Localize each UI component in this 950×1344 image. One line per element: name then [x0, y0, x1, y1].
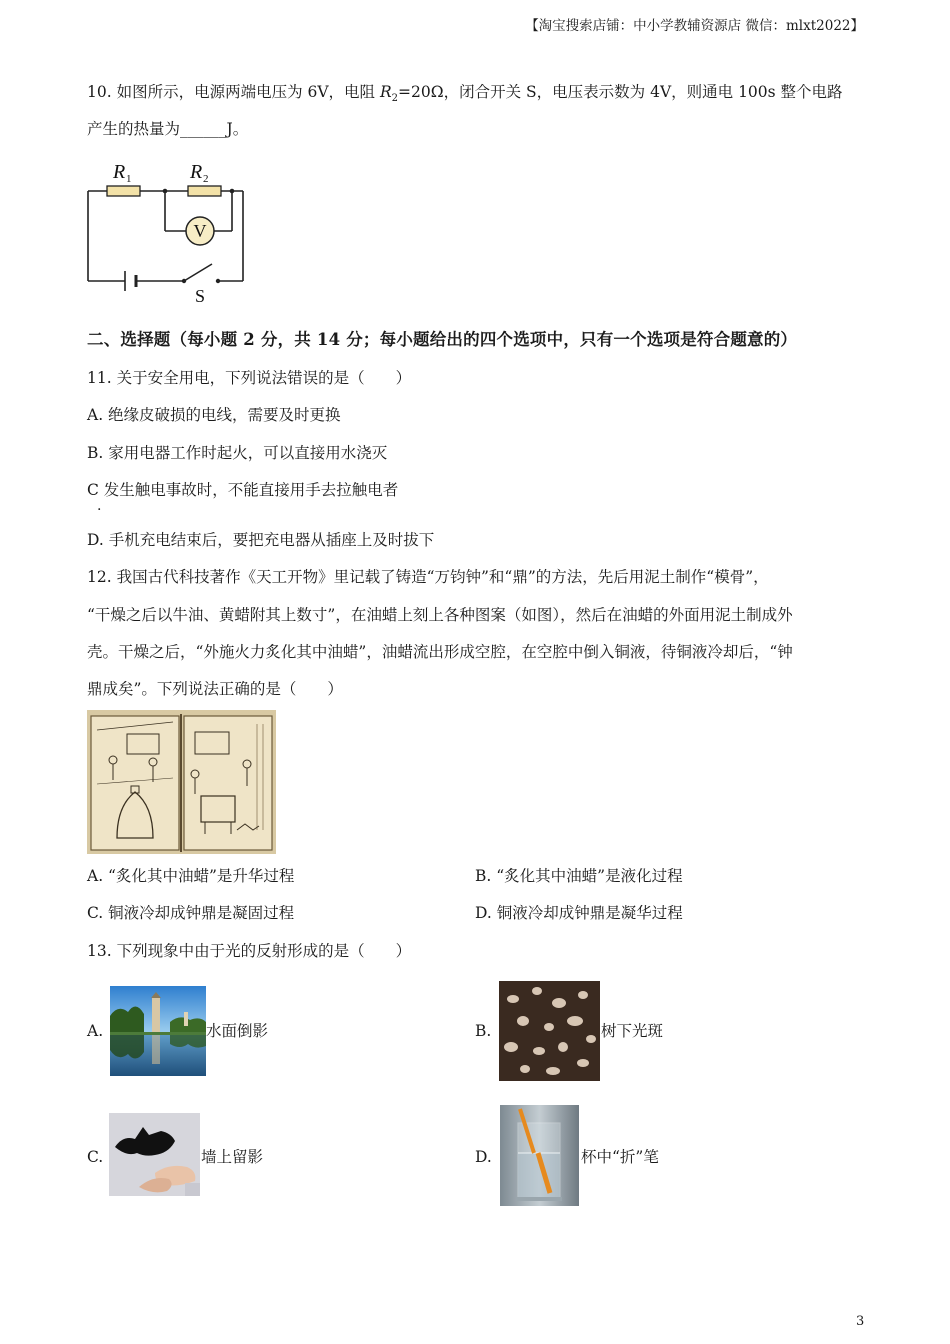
- switch-icon: [184, 264, 212, 281]
- tree-light-spots-photo: [499, 981, 600, 1081]
- q10-r2-symbol: R: [380, 83, 392, 101]
- q12-line1: 12. 我国古代科技著作《天工开物》里记载了铸造“万钧钟”和“鼎”的方法，先后用泥土制作“模骨”，: [87, 568, 769, 586]
- q12-option-c[interactable]: C. 铜液冷却成钟鼎是凝固过程: [87, 904, 295, 922]
- q13-option-c-letter[interactable]: C.: [87, 1148, 104, 1166]
- q10-line2-after: J。: [226, 120, 249, 138]
- voltmeter-label: V: [193, 221, 207, 241]
- q10-line2: [87, 119, 248, 139]
- hand-shadow-photo: [109, 1113, 200, 1196]
- page-number: 3: [856, 1314, 865, 1329]
- q10-answer-blank[interactable]: ______: [180, 120, 227, 138]
- q13-option-b-letter[interactable]: B.: [475, 1022, 492, 1040]
- q10-text-before: 10. 如图所示，电源两端电压为 6V，电阻: [87, 83, 380, 101]
- q13-option-c-text[interactable]: 墙上留影: [201, 1148, 264, 1166]
- q10-line1: [87, 82, 843, 109]
- r1-sub: 1: [126, 173, 132, 185]
- q11-option-b[interactable]: B. 家用电器工作时起火，可以直接用水浇灭: [87, 444, 388, 462]
- q12-option-a[interactable]: A. “炙化其中油蜡”是升华过程: [87, 867, 295, 885]
- q13-option-d-text[interactable]: 杯中“折”笔: [581, 1148, 659, 1166]
- r1-resistor-icon: [107, 186, 140, 196]
- section2-title: 二、选择题（每小题 2 分，共 14 分；每小题给出的四个选项中，只有一个选项是符合题意的）: [87, 330, 798, 349]
- q13-stem: 13. 下列现象中由于光的反射形成的是（ ）: [87, 942, 412, 960]
- q13-option-a-text[interactable]: 水面倒影: [206, 1022, 269, 1040]
- circuit-diagram: [80, 155, 255, 305]
- q12-line4: 鼎成矣”。下列说法正确的是（ ）: [87, 680, 343, 698]
- q11-stray-dot: .: [97, 498, 102, 514]
- r1-label: R: [113, 161, 126, 183]
- q10-r2-sub: 2: [391, 93, 399, 105]
- water-reflection-photo: [110, 986, 206, 1076]
- pencil-in-glass-photo: [500, 1105, 579, 1206]
- r2-sub: 2: [203, 173, 209, 185]
- r2-label: R: [190, 161, 203, 183]
- switch-label: S: [195, 286, 206, 305]
- tiangong-kaiwu-illustration: [87, 710, 276, 854]
- q11-option-c[interactable]: C 发生触电事故时，不能直接用手去拉触电者: [87, 481, 399, 499]
- q13-option-d-letter[interactable]: D.: [475, 1148, 492, 1166]
- q13-option-a-letter[interactable]: A.: [87, 1022, 104, 1040]
- r2-resistor-icon: [188, 186, 221, 196]
- q10-line2-before: 产生的热量为: [87, 120, 181, 138]
- q12-option-d[interactable]: D. 铜液冷却成钟鼎是凝华过程: [475, 904, 683, 922]
- header-watermark: 【淘宝搜索店铺：中小学教辅资源店 微信：mlxt2022】: [525, 18, 864, 34]
- q11-option-d[interactable]: D. 手机充电结束后，要把充电器从插座上及时拔下: [87, 531, 435, 549]
- q12-line2: “干燥之后以牛油、黄蜡附其上数寸”，在油蜡上刻上各种图案（如图），然后在油蜡的外面用泥土制成外: [87, 606, 793, 624]
- q11-stem: 11. 关于安全用电，下列说法错误的是（ ）: [87, 369, 412, 387]
- q10-text-after: =20Ω，闭合开关 S，电压表示数为 4V，则通电 100s 整个电路: [398, 83, 843, 101]
- q13-option-b-text[interactable]: 树下光斑: [601, 1022, 664, 1040]
- q12-option-b[interactable]: B. “炙化其中油蜡”是液化过程: [475, 867, 683, 885]
- q12-line3: 壳。干燥之后，“外施火力炙化其中油蜡”，油蜡流出形成空腔，在空腔中倒入铜液，待铜液冷却后，“钟: [87, 643, 793, 661]
- q11-option-a[interactable]: A. 绝缘皮破损的电线，需要及时更换: [87, 406, 341, 424]
